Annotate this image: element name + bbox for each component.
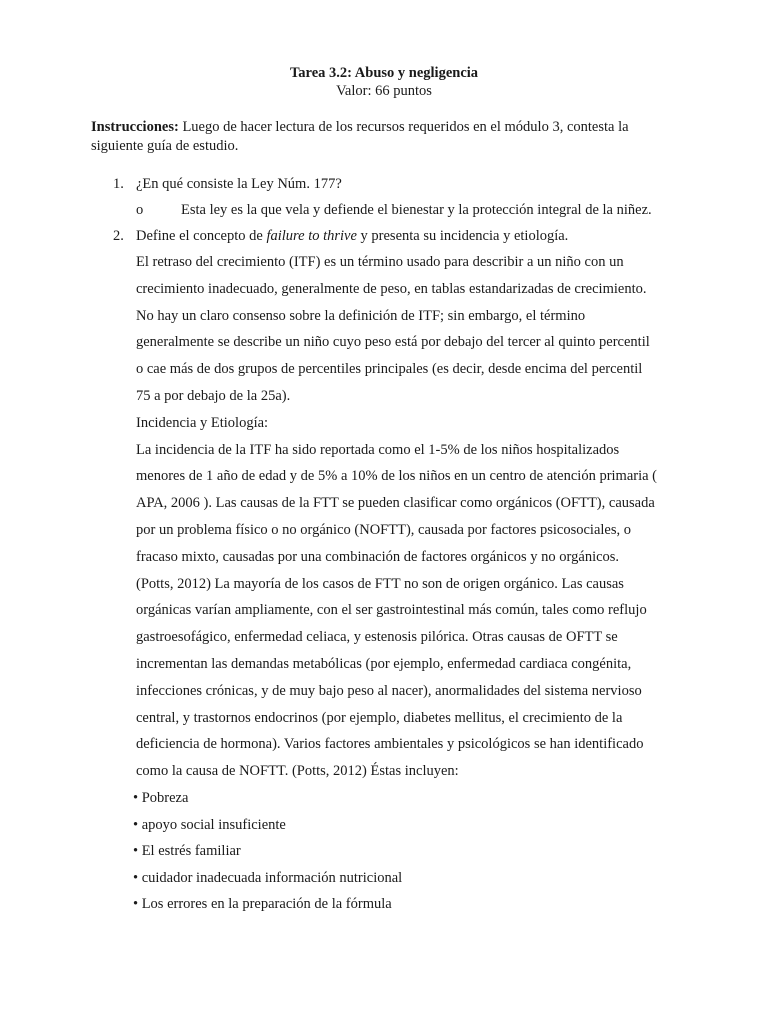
answer-2-body [136,253,696,789]
document-value: Valor: 66 puntos [336,83,432,99]
answer-2-line: El retraso del crecimiento (ITF) es un término usado para describir a un niño con un [136,254,624,270]
answer-2-line: 75 a por debajo de la 25a). [136,387,291,404]
instructions-label: Instrucciones: [91,119,179,135]
question-2-text-post: y presenta su incidencia y etiología. [356,228,569,244]
answer-2-line: central, y trastornos endocrinos (por ejemplo, diabetes mellitus, el crecimiento de la [136,709,623,726]
answer-2-line: infecciones crónicas, y de muy bajo peso al nacer), anormalidades del sistema nervioso [136,682,642,699]
question-2-number: 2. [113,228,124,244]
subheading-incidencia: Incidencia y Etiología: [136,414,269,431]
question-1-text: ¿En qué consiste la Ley Núm. 177? [136,176,342,192]
answer-2-line: generalmente se describe un niño cuyo peso está por debajo del tercer al quinto percentil [136,334,650,351]
instructions-paragraph [91,118,681,156]
answer-2-line: o cae más de dos grupos de percentiles principales (es decir, desde encima del percentil [136,361,643,378]
document-title: Tarea 3.2: Abuso y negligencia [289,65,479,81]
list-item: • apoyo social insuficiente [133,816,286,833]
answer-2-line: como la causa de NOFTT. (Potts, 2012) Éstas incluyen: [136,763,459,780]
question-2-text-pre: Define el concepto de [136,228,267,244]
answer-1-text: Esta ley es la que vela y defiende el bienestar y la protección integral de la niñez. [181,202,652,218]
answer-2-line: orgánicas varían ampliamente, con el ser gastrointestinal más común, tales como reflujo [136,602,647,619]
answer-2-line: incrementan las demandas metabólicas (por ejemplo, enfermedad cardiaca congénita, [136,655,632,672]
answer-2-line: menores de 1 año de edad y de 5% a 10% de los niños en un centro de atención primaria ( [136,468,658,485]
answer-1-bullet-marker: o [136,202,144,218]
list-item: • El estrés familiar [133,843,241,859]
answer-2-line: fracaso mixto, causadas por una combinación de factores orgánicos y no orgánicos. [136,548,620,565]
answer-2-line: (Potts, 2012) La mayoría de los casos de FTT no son de origen orgánico. Las causas [136,575,624,592]
factors-bullet-list [133,789,402,922]
instructions-text-line1: Luego de hacer lectura de los recursos requeridos en el módulo 3, contesta la [178,119,629,135]
question-1-number: 1. [113,176,124,192]
answer-2-line: APA, 2006 ). Las causas de la FTT se pueden clasificar como orgánicos (OFTT), causada [136,495,655,512]
answer-2-line: gastroesofágico, enfermedad celiaca, y estenosis pilórica. Otras causas de OFTT se [136,629,618,646]
instructions-text-line2: siguiente guía de estudio. [91,138,239,154]
list-item: • cuidador inadecuada información nutricional [133,869,403,886]
question-2-text-italic: failure to thrive [266,228,357,244]
answer-2-line: crecimiento inadecuado, generalmente de peso, en tablas estandarizadas de crecimiento. [136,280,647,297]
list-item: • Los errores en la preparación de la fórmula [133,896,392,912]
question-2-text [136,227,568,246]
answer-2-line: No hay un claro consenso sobre la definición de ITF; sin embargo, el término [136,307,586,324]
answer-2-line: por un problema físico o no orgánico (NOFTT), causada por factores psicosociales, o [136,521,632,538]
list-item: • Pobreza [133,790,189,806]
answer-2-line: deficiencia de hormona). Varios factores ambientales y psicológicos se han identificado [136,736,644,753]
answer-2-line: La incidencia de la ITF ha sido reportada como el 1-5% de los niños hospitalizados [136,441,620,458]
